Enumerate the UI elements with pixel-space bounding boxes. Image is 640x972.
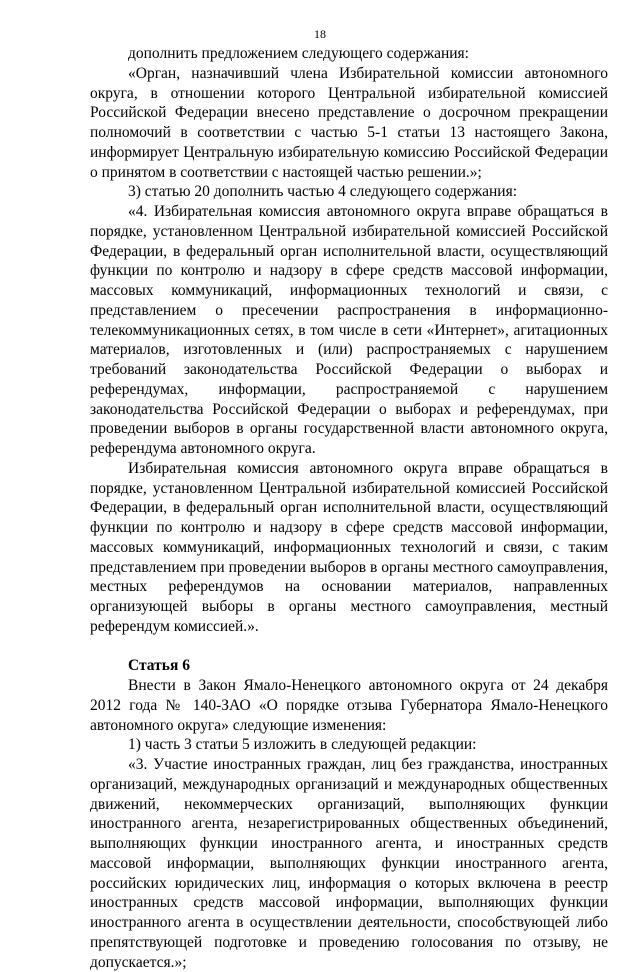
page-number: 18 [314, 27, 326, 41]
article-paragraph-amend: Внести в Закон Ямало-Ненецкого автономного округа от 24 декабря 2012 года № 140-ЗАО «О порядке отзыва Губернатора Ямало-Ненецкого автономного округа» следующие изменения: [90, 677, 608, 734]
spacer [90, 637, 608, 657]
document-body [90, 44, 608, 972]
article-heading: Статья 6 [128, 657, 190, 675]
paragraph-item-3: 3) статью 20 дополнить частью 4 следующего содержания: [128, 183, 518, 201]
paragraph-commission-rights: Избирательная комиссия автономного округа вправе обращаться в порядке, установленном Центральной избирательной комиссией Российской Федерации, в федеральный орган исполнительной власти, осуществляющий функции по контролю и надзору в сфере средств массовой информации, массовых коммуникаций, информационных технологий и связи, с таким представлением при проведении выборов в органы местного самоуправления, местных референдумов на основании материалов, направленных организующей выборы в органы местного самоуправления, местный референдум комиссией.». [90, 459, 608, 635]
article-paragraph-part-3: «3. Участие иностранных граждан, лиц без гражданства, иностранных организаций, международных организаций и международных общественных движений, некоммерческих организаций, выполняющих функции иностранного агента, незарегистрированных общественных объединений, выполняющих функции иностранного агента, и иностранных средств массовой информации, выполняющих функции иностранного агента, российских юридических лиц, информация о которых включена в реестр иностранных средств массовой информации, выполняющих функции иностранного агента в осуществлении деятельности, способствующей либо препятствующей подготовке и проведению голосования по отзыву, не допускается.»; [90, 756, 608, 971]
paragraph-quote-organ: «Орган, назначивший члена Избирательной комиссии автономного округа, в отношении которого Центральной избирательной комиссией Российской Федерации внесено представление о досрочном прекращении полномочий в соответствии с частью 5-1 статьи 13 настоящего Закона, информирует Центральную избирательную комиссию Российской Федерации о принятом в соответствии с настоящей частью решении.»; [90, 64, 608, 181]
paragraph-part-4: «4. Избирательная комиссия автономного округа вправе обращаться в порядке, установленном Центральной избирательной комиссией Российской Федерации, в федеральный орган исполнительной власти, осуществляющий функции по контролю и надзору в сфере средств массовой информации, массовых коммуникаций, информационных технологий и связи, с представлением о пресечении распространения в информационно-телекоммуникационных сетях, в том числе в сети «Интернет», агитационных материалов, изготовленных и (или) распространяемых с нарушением требований законодательства Российской Федерации о выборах и референдумах, информации, распространяемой с нарушением законодательства Российской Федерации о выборах и референдумах, при проведении выборов в органы государственной власти автономного округа, референдума автономного округа. [90, 203, 608, 457]
article-paragraph-item-1: 1) часть 3 статьи 5 изложить в следующей редакции: [128, 736, 477, 754]
paragraph-intro: дополнить предложением следующего содержания: [128, 45, 469, 62]
